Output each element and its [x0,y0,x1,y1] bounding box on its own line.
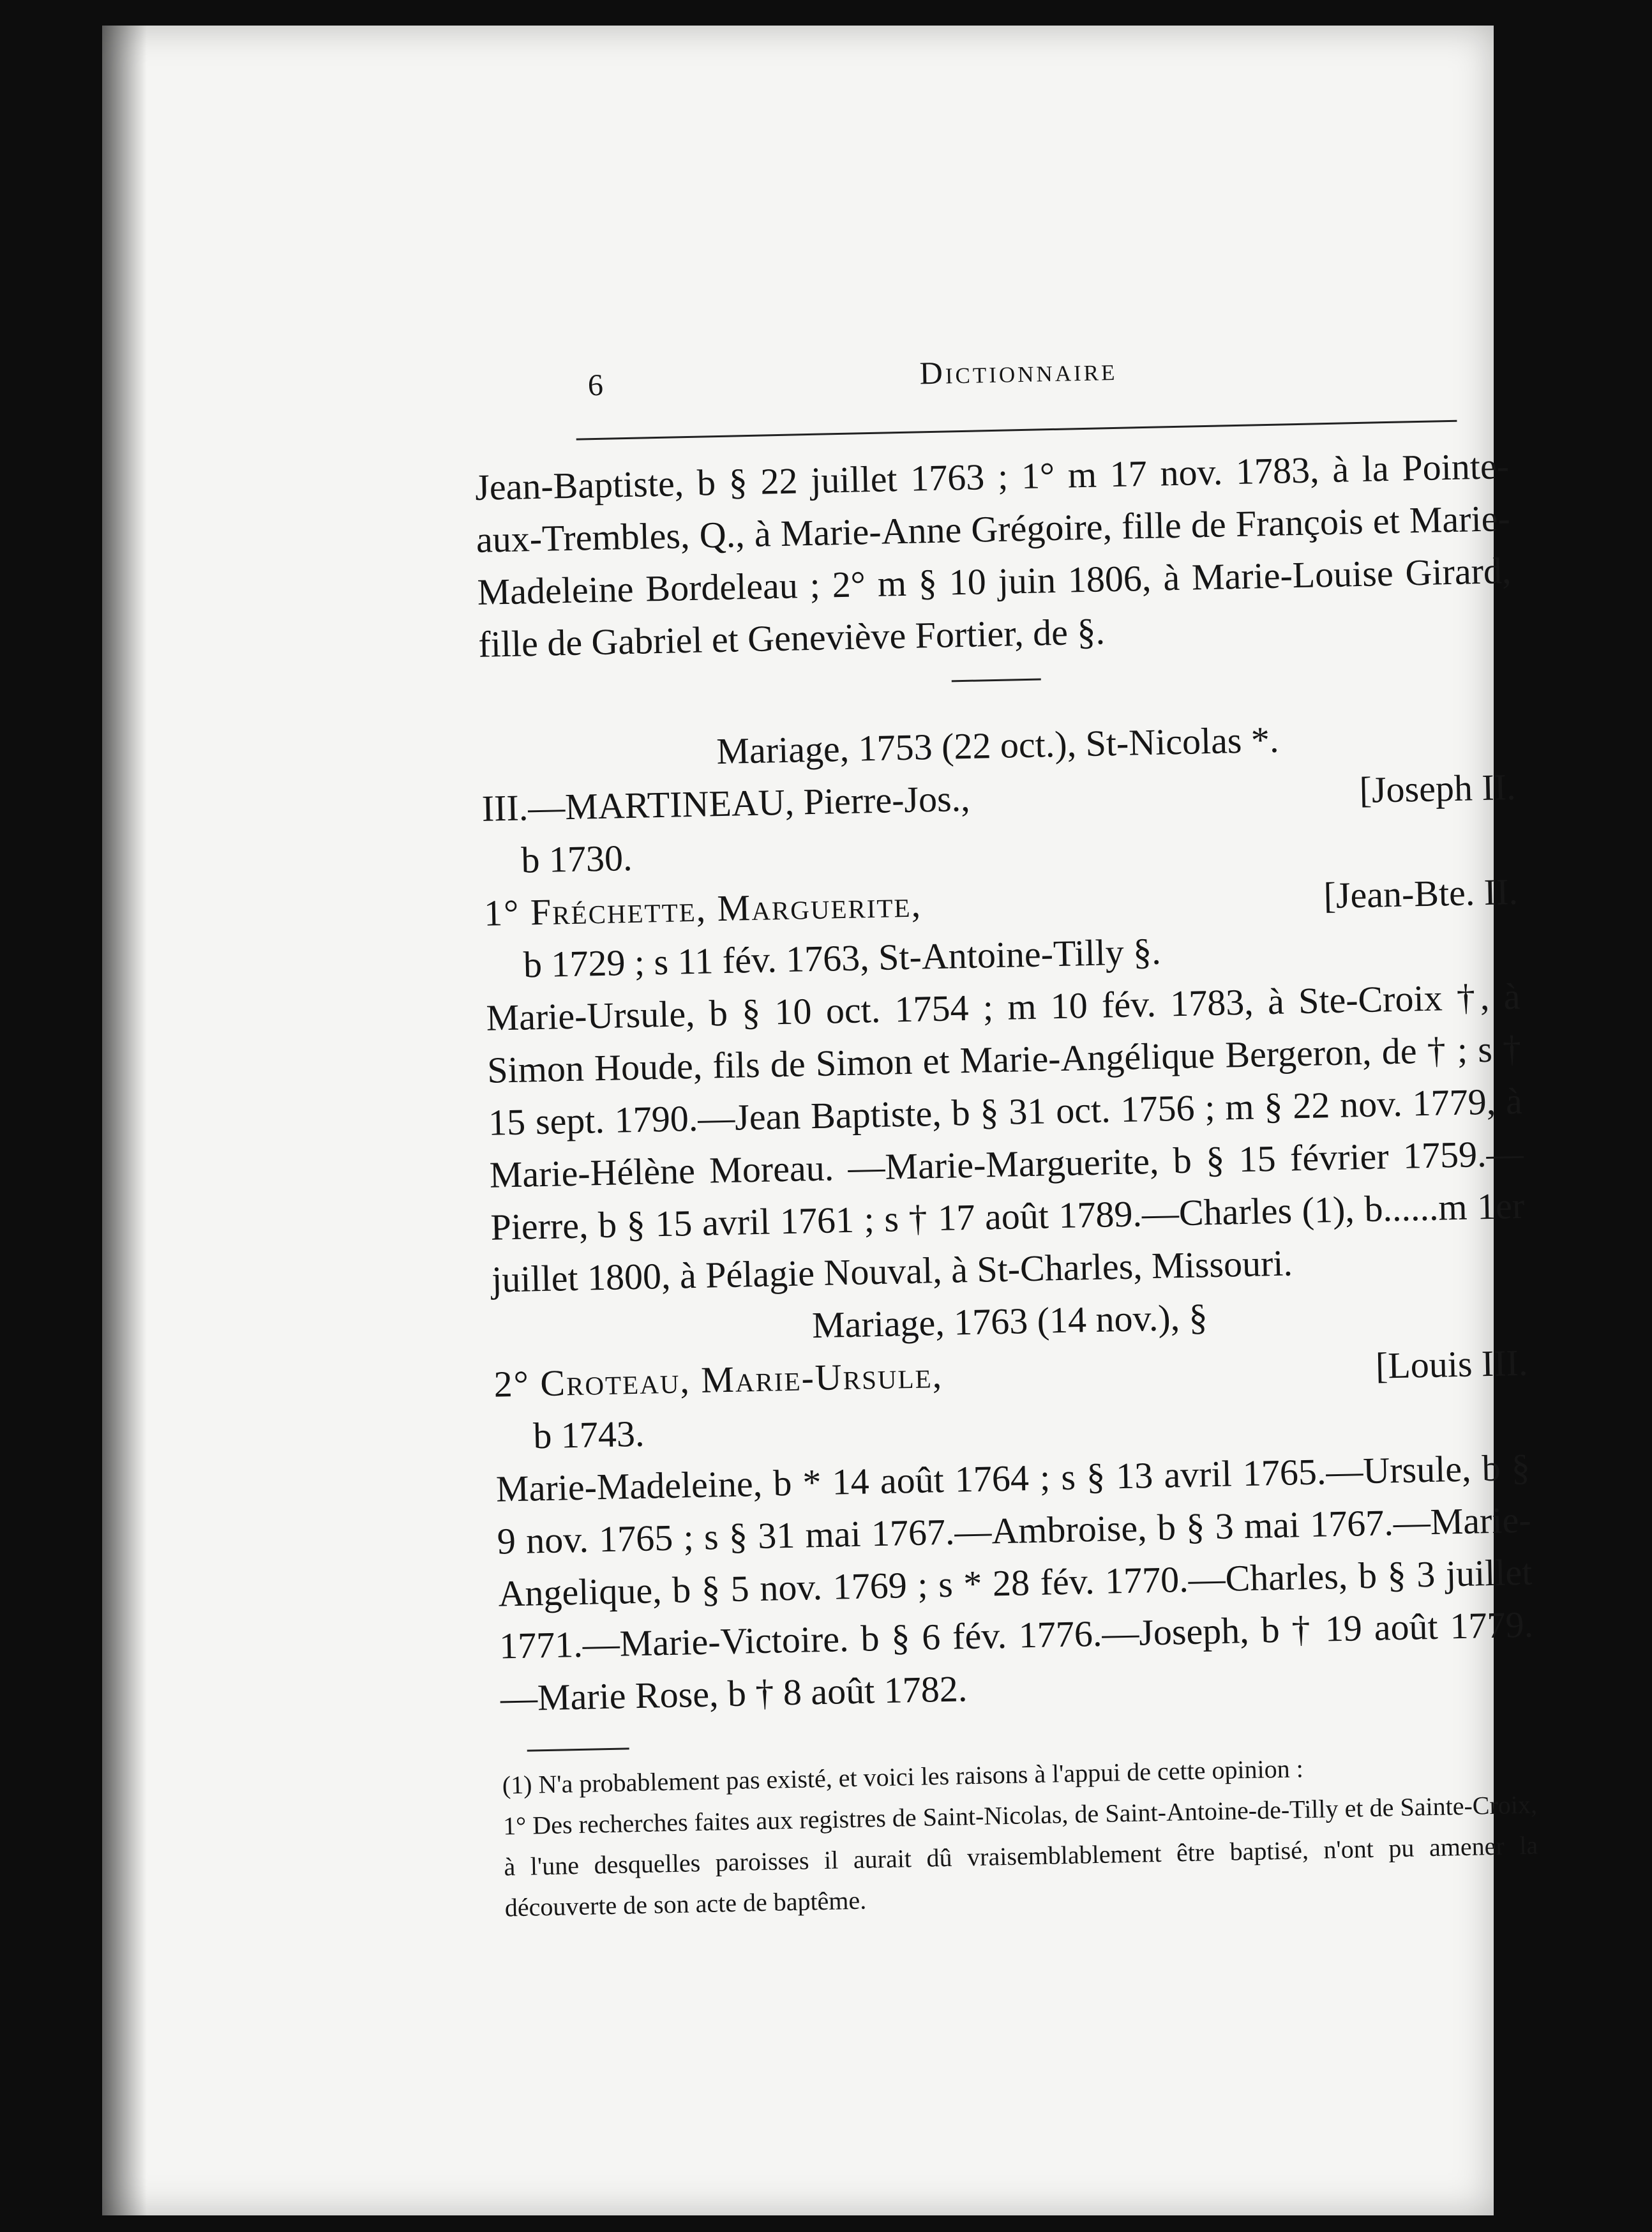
footnote-2: 1° Des recherches faites aux registres de Saint-Nicolas, de Saint-Antoine-de-Tilly et de Sainte-Croix, à l'une desquelles paroisses il aurait dû vraisemblablement être baptisé, n'ont pu amener la découverte de son acte de baptême. [502,1790,1538,1922]
running-head [472,336,1508,415]
second-wife-birth: b 1743. [532,1412,645,1457]
page-number: 6 [587,368,604,403]
husband-name: III.—MARTINEAU, Pierre-Jos., [481,777,971,829]
first-wife-dates: b 1729 ; s 11 fév. 1763, St-Antoine-Tilly §. [523,930,1162,986]
section-divider [952,678,1041,682]
footnote-1: (1) N'a probablement pas existé, et voici les raisons à l'appui de cette opinion : [502,1754,1304,1800]
marriage-heading-2: Mariage, 1763 (14 nov.), § [811,1296,1208,1346]
second-wife-name: 2° Croteau, Marie-Ursule, [493,1354,943,1405]
children-second-marriage: Marie-Madeleine, b * 14 août 1764 ; s § 13 avril 1765.—Ursule, b § 9 nov. 1765 ; s § 31 mai 1767.—Ambroise, b § 3 mai 1767.—Marie-Angelique, b § 5 nov. 1769 ; s * 28 fév. 1770.—Charles, b § 3 juillet 1771.—Marie-Victoire. b § 6 fév. 1776.—Joseph, b † 19 août 1779.—Marie Rose, b † 8 août 1782. [495,1446,1534,1719]
husband-father: [Joseph II. [1358,765,1517,811]
header-rule [576,420,1457,441]
first-wife-name: 1° Fréchette, Marguerite, [483,883,922,934]
page-content [472,336,1539,1928]
book-page [102,26,1538,2215]
first-wife-father: [Jean-Bte. II. [1323,870,1519,917]
entry-paragraph: Jean-Baptiste, b § 22 juillet 1763 ; 1° m 17 nov. 1783, à la Pointe-aux-Trembles, Q., à Marie-Anne Grégoire, fille de François et Marie-Madeleine Bordeleau ; 2° m § 10 juin 1806, à Marie-Louise Girard, fille de Gabriel et Geneviève Fortier, de §. [474,445,1512,665]
children-first-marriage: Marie-Ursule, b § 10 oct. 1754 ; m 10 fév. 1783, à Ste-Croix †, à Simon Houde, fils de Simon et Marie-Angélique Bergeron, de † ; s † 15 sept. 1790.—Jean Baptiste, b § 31 oct. 1756 ; m § 22 nov. 1779, à Marie-Hélène Moreau. —Marie-Marguerite, b § 15 février 1759.—Pierre, b § 15 avril 1761 ; s † 17 août 1789.—Charles (1), b......m 1er juillet 1800, à Pélagie Nouval, à St-Charles, Missouri. [485,975,1525,1301]
footnote-rule [527,1747,629,1751]
footnotes [502,1729,1539,1929]
husband-birth: b 1730. [520,836,633,881]
page-title: Dictionnaire [919,351,1118,391]
marriage-heading-1: Mariage, 1753 (22 oct.), St-Nicolas *. [716,718,1280,773]
second-wife-father: [Louis III. [1375,1341,1529,1387]
